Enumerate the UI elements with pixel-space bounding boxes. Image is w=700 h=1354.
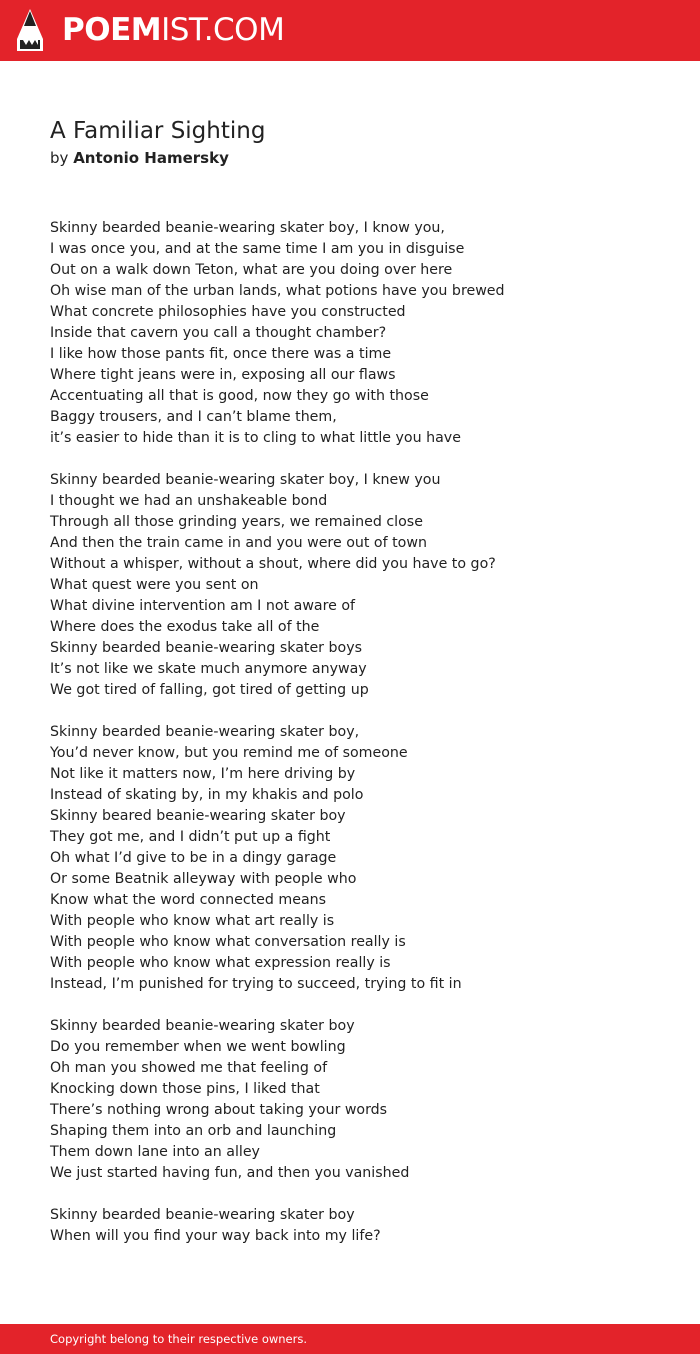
poem-stanza [50, 722, 670, 995]
poem-line: Skinny bearded beanie-wearing skater boy, I know you, [50, 220, 445, 236]
poem-line: Instead, I’m punished for trying to succeed, trying to fit in [50, 976, 462, 992]
brand-bold-text: POEM [62, 12, 162, 48]
poem-line: Without a whisper, without a shout, where did you have to go? [50, 556, 496, 572]
poem-line: it’s easier to hide than it is to cling to what little you have [50, 430, 461, 446]
poem-line: Oh wise man of the urban lands, what potions have you brewed [50, 283, 505, 299]
poem-line: Knocking down those pins, I liked that [50, 1081, 320, 1097]
poem-line: Skinny bearded beanie-wearing skater boy [50, 1207, 355, 1223]
brand-light-text: IST.COM [161, 12, 285, 48]
poem-stanza [50, 1016, 670, 1184]
poem-line: With people who know what expression really is [50, 955, 391, 971]
poem-line: Oh man you showed me that feeling of [50, 1060, 328, 1076]
poem-line: What divine intervention am I not aware of [50, 598, 356, 614]
poem-line: Do you remember when we went bowling [50, 1039, 346, 1055]
poem-line: Skinny bearded beanie-wearing skater boy, I knew you [50, 472, 441, 488]
by-label: by [50, 149, 69, 167]
poem-line: I thought we had an unshakeable bond [50, 493, 328, 509]
poem-line: Accentuating all that is good, now they go with those [50, 388, 429, 404]
poem-line: Oh what I’d give to be in a dingy garage [50, 850, 337, 866]
poem-stanza [50, 218, 670, 449]
poem-body [50, 218, 670, 1268]
poem-title: A Familiar Sighting [50, 118, 266, 144]
poem-line: Skinny bearded beanie-wearing skater boys [50, 640, 362, 656]
poem-line: Where tight jeans were in, exposing all our flaws [50, 367, 396, 383]
copyright-notice: Copyright belong to their respective owners. [50, 1332, 308, 1346]
author-name: Antonio Hamersky [73, 149, 229, 167]
poem-stanza [50, 470, 670, 701]
poem-line: They got me, and I didn’t put up a fight [50, 829, 331, 845]
poem-line: Shaping them into an orb and launching [50, 1123, 337, 1139]
poem-line: Where does the exodus take all of the [50, 619, 320, 635]
poem-line: Through all those grinding years, we remained close [50, 514, 423, 530]
poem-stanza [50, 1205, 670, 1247]
poem-line: Them down lane into an alley [50, 1144, 260, 1160]
poem-line: What quest were you sent on [50, 577, 259, 593]
poem-line: Baggy trousers, and I can’t blame them, [50, 409, 337, 425]
poem-line: Not like it matters now, I’m here driving by [50, 766, 356, 782]
poem-line: There’s nothing wrong about taking your words [50, 1102, 388, 1118]
poem-line: Skinny beared beanie-wearing skater boy [50, 808, 346, 824]
poem-line: It’s not like we skate much anymore anyway [50, 661, 367, 677]
poem-line: Know what the word connected means [50, 892, 327, 908]
poem-line: With people who know what art really is [50, 913, 335, 929]
poem-line: You’d never know, but you remind me of someone [50, 745, 408, 761]
site-footer [0, 1324, 700, 1354]
poem-line: Instead of skating by, in my khakis and polo [50, 787, 364, 803]
poem-line: I like how those pants fit, once there was a time [50, 346, 392, 362]
poem-line: I was once you, and at the same time I am you in disguise [50, 241, 465, 257]
poem-line: Out on a walk down Teton, what are you doing over here [50, 262, 453, 278]
poem-line: What concrete philosophies have you constructed [50, 304, 406, 320]
poem-line: And then the train came in and you were out of town [50, 535, 427, 551]
poem-line: We just started having fun, and then you vanished [50, 1165, 410, 1181]
pencil-tip-icon[interactable] [17, 9, 43, 51]
poem-line: Or some Beatnik alleyway with people who [50, 871, 357, 887]
poem-line: Skinny bearded beanie-wearing skater boy, [50, 724, 360, 740]
poem-line: We got tired of falling, got tired of getting up [50, 682, 369, 698]
byline [50, 147, 229, 169]
site-logo[interactable] [62, 12, 284, 48]
poem-line: Skinny bearded beanie-wearing skater boy [50, 1018, 355, 1034]
poem-line: Inside that cavern you call a thought chamber? [50, 325, 387, 341]
poem-line: With people who know what conversation really is [50, 934, 406, 950]
site-header [0, 0, 700, 61]
poem-line: When will you find your way back into my life? [50, 1228, 381, 1244]
